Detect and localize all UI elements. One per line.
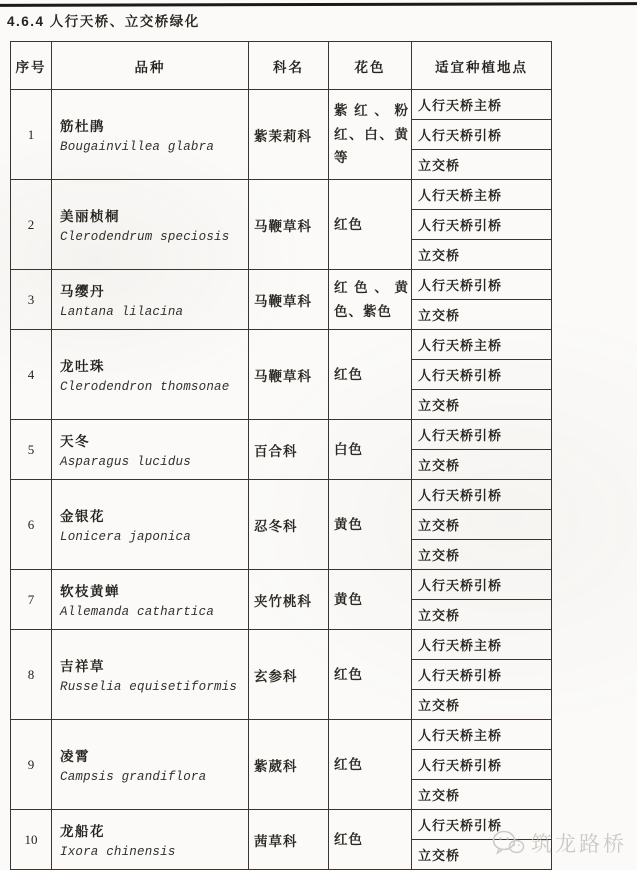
species-name-cn: 软枝黄蝉 xyxy=(60,584,120,599)
species-cell xyxy=(52,330,249,420)
header-species: 品种 xyxy=(52,42,249,90)
planting-location-cell: 立交桥 xyxy=(412,150,552,180)
species-name-latin: Lantana lilacina xyxy=(60,305,184,319)
species-name-latin: Bougainvillea glabra xyxy=(60,140,215,154)
species-name-latin: Lonicera japonica xyxy=(60,530,191,544)
species-name-cn: 凌霄 xyxy=(60,749,90,764)
species-name-cn: 龙船花 xyxy=(60,824,105,839)
planting-location-cell: 立交桥 xyxy=(412,540,552,570)
header-family: 科名 xyxy=(249,42,329,90)
planting-location-cell: 人行天桥主桥 xyxy=(412,720,552,750)
table-row xyxy=(11,270,552,300)
planting-location-cell: 立交桥 xyxy=(412,390,552,420)
family-cell: 紫葳科 xyxy=(249,720,329,810)
planting-location-cell: 人行天桥引桥 xyxy=(412,270,552,300)
planting-location-cell: 立交桥 xyxy=(412,300,552,330)
table-row xyxy=(11,630,552,660)
species-name-latin: Ixora chinensis xyxy=(60,845,176,859)
planting-location-cell: 人行天桥引桥 xyxy=(412,120,552,150)
header-color: 花色 xyxy=(329,42,412,90)
planting-location-cell: 人行天桥引桥 xyxy=(412,210,552,240)
species-name-latin: Asparagus lucidus xyxy=(60,455,191,469)
species-name-cn: 筋杜鹃 xyxy=(60,119,105,134)
planting-location-cell: 人行天桥引桥 xyxy=(412,810,552,840)
planting-location-cell: 人行天桥引桥 xyxy=(412,750,552,780)
species-name-cn: 吉祥草 xyxy=(60,659,105,674)
planting-location-cell: 人行天桥引桥 xyxy=(412,360,552,390)
header-location: 适宜种植地点 xyxy=(412,42,552,90)
flower-color-cell: 紫红、粉红、白、黄等 xyxy=(329,90,412,180)
family-cell: 紫茉莉科 xyxy=(249,90,329,180)
family-cell: 茜草科 xyxy=(249,810,329,870)
header-no: 序号 xyxy=(11,42,52,90)
row-number: 5 xyxy=(11,420,52,480)
flower-color-cell: 红色 xyxy=(329,180,412,270)
planting-location-cell: 立交桥 xyxy=(412,840,552,870)
planting-location-cell: 人行天桥引桥 xyxy=(412,570,552,600)
planting-location-cell: 立交桥 xyxy=(412,510,552,540)
top-rule xyxy=(0,2,637,7)
planting-location-cell: 立交桥 xyxy=(412,450,552,480)
family-cell: 夹竹桃科 xyxy=(249,570,329,630)
table-row xyxy=(11,180,552,210)
flower-color-cell: 红色 xyxy=(329,630,412,720)
species-cell xyxy=(52,720,249,810)
planting-location-cell: 人行天桥引桥 xyxy=(412,420,552,450)
table-row xyxy=(11,810,552,840)
species-name-latin: Allemanda cathartica xyxy=(60,605,215,619)
flower-color-cell: 黄色 xyxy=(329,570,412,630)
species-name-cn: 金银花 xyxy=(60,509,105,524)
species-name-cn: 马缨丹 xyxy=(60,284,105,299)
flower-color-cell: 红色、黄色、紫色 xyxy=(329,270,412,330)
table-body xyxy=(11,90,552,870)
planting-location-cell: 立交桥 xyxy=(412,780,552,810)
flower-color-cell: 白色 xyxy=(329,420,412,480)
table-row xyxy=(11,720,552,750)
planting-location-cell: 人行天桥主桥 xyxy=(412,90,552,120)
species-name-latin: Clerodendrum speciosis xyxy=(60,230,230,244)
family-cell: 百合科 xyxy=(249,420,329,480)
watermark-text: 筑龙路桥 xyxy=(531,833,627,856)
family-cell: 马鞭草科 xyxy=(249,330,329,420)
species-cell xyxy=(52,90,249,180)
row-number: 1 xyxy=(11,90,52,180)
species-name-cn: 天冬 xyxy=(60,434,90,449)
table-row xyxy=(11,420,552,450)
species-cell xyxy=(52,270,249,330)
table-header xyxy=(11,42,552,90)
row-number: 9 xyxy=(11,720,52,810)
flower-color-cell: 红色 xyxy=(329,720,412,810)
row-number: 2 xyxy=(11,180,52,270)
page-title: 4.6.4 人行天桥、立交桥绿化 xyxy=(7,14,200,29)
planting-location-cell: 人行天桥主桥 xyxy=(412,630,552,660)
species-table xyxy=(10,41,552,870)
family-cell: 马鞭草科 xyxy=(249,270,329,330)
species-name-cn: 龙吐珠 xyxy=(60,359,105,374)
row-number: 7 xyxy=(11,570,52,630)
species-cell xyxy=(52,630,249,720)
species-name-latin: Clerodendron thomsonae xyxy=(60,380,230,394)
table-row xyxy=(11,570,552,600)
table-row xyxy=(11,480,552,510)
family-cell: 马鞭草科 xyxy=(249,180,329,270)
species-cell xyxy=(52,420,249,480)
family-cell: 玄参科 xyxy=(249,630,329,720)
species-name-latin: Campsis grandiflora xyxy=(60,770,207,784)
species-cell xyxy=(52,810,249,870)
family-cell: 忍冬科 xyxy=(249,480,329,570)
row-number: 8 xyxy=(11,630,52,720)
planting-location-cell: 立交桥 xyxy=(412,600,552,630)
flower-color-cell: 红色 xyxy=(329,330,412,420)
row-number: 10 xyxy=(11,810,52,870)
row-number: 6 xyxy=(11,480,52,570)
planting-location-cell: 立交桥 xyxy=(412,240,552,270)
flower-color-cell: 红色 xyxy=(329,810,412,870)
planting-location-cell: 人行天桥引桥 xyxy=(412,660,552,690)
planting-location-cell: 人行天桥主桥 xyxy=(412,180,552,210)
planting-location-cell: 人行天桥引桥 xyxy=(412,480,552,510)
wechat-icon xyxy=(491,829,525,857)
species-cell xyxy=(52,180,249,270)
species-name-latin: Russelia equisetiformis xyxy=(60,680,238,694)
planting-location-cell: 人行天桥主桥 xyxy=(412,330,552,360)
watermark xyxy=(491,828,627,858)
row-number: 3 xyxy=(11,270,52,330)
table-row xyxy=(11,330,552,360)
species-cell xyxy=(52,480,249,570)
planting-location-cell: 立交桥 xyxy=(412,690,552,720)
table-row xyxy=(11,90,552,120)
flower-color-cell: 黄色 xyxy=(329,480,412,570)
row-number: 4 xyxy=(11,330,52,420)
species-cell xyxy=(52,570,249,630)
species-name-cn: 美丽桢桐 xyxy=(60,209,120,224)
